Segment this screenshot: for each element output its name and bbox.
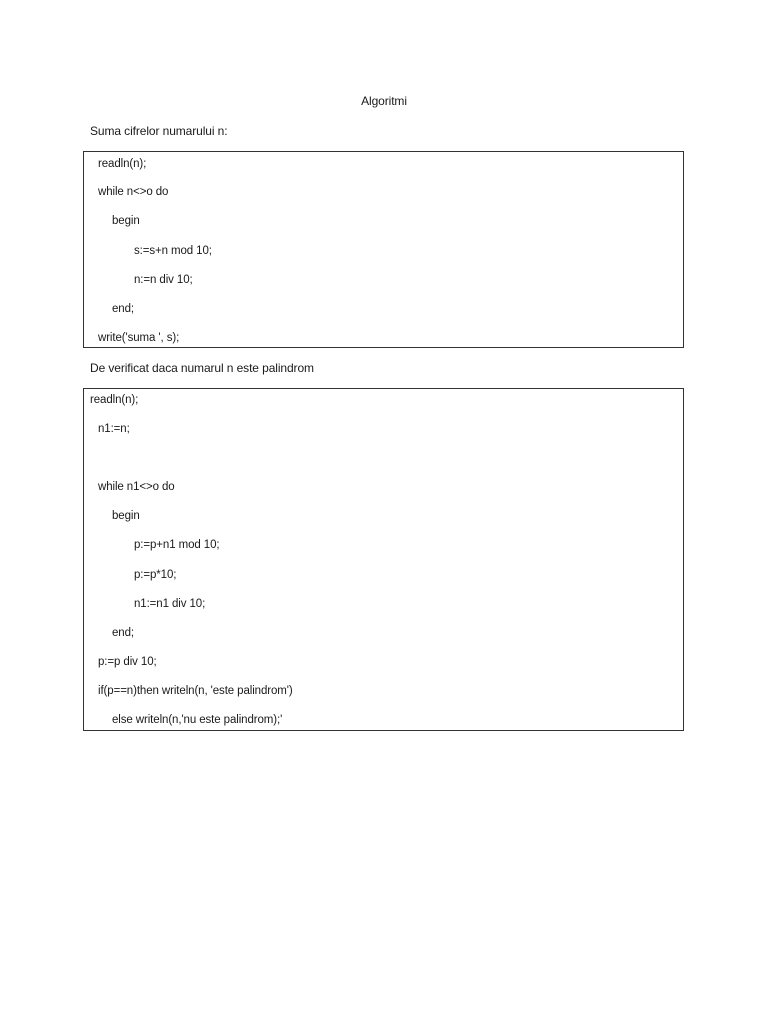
- code-line: p:=p*10;: [134, 569, 177, 581]
- code-block-digit-sum: [83, 151, 684, 348]
- code-line: end;: [112, 303, 134, 315]
- code-line: readln(n);: [90, 394, 139, 406]
- code-line: p:=p div 10;: [98, 656, 157, 668]
- code-block-palindrome: [83, 388, 684, 731]
- code-line: begin: [112, 215, 140, 227]
- code-line: write('suma ', s);: [98, 332, 180, 344]
- code-line: while n<>o do: [98, 186, 169, 198]
- code-line: n:=n div 10;: [134, 274, 193, 286]
- page-title: Algoritmi: [361, 94, 407, 108]
- code-line: n1:=n;: [98, 423, 130, 435]
- code-line: readln(n);: [98, 158, 147, 170]
- section-label-palindrome: De verificat daca numarul n este palindrom: [90, 361, 314, 375]
- code-line: while n1<>o do: [98, 481, 175, 493]
- code-line: n1:=n1 div 10;: [134, 598, 206, 610]
- code-line: else writeln(n,'nu este palindrom);': [112, 714, 283, 726]
- code-line: begin: [112, 510, 140, 522]
- code-line: p:=p+n1 mod 10;: [134, 539, 220, 551]
- code-line: end;: [112, 627, 134, 639]
- code-line: if(p==n)then writeln(n, 'este palindrom'): [98, 685, 293, 697]
- section-label-digit-sum: Suma cifrelor numarului n:: [90, 124, 228, 138]
- code-line: s:=s+n mod 10;: [134, 245, 212, 257]
